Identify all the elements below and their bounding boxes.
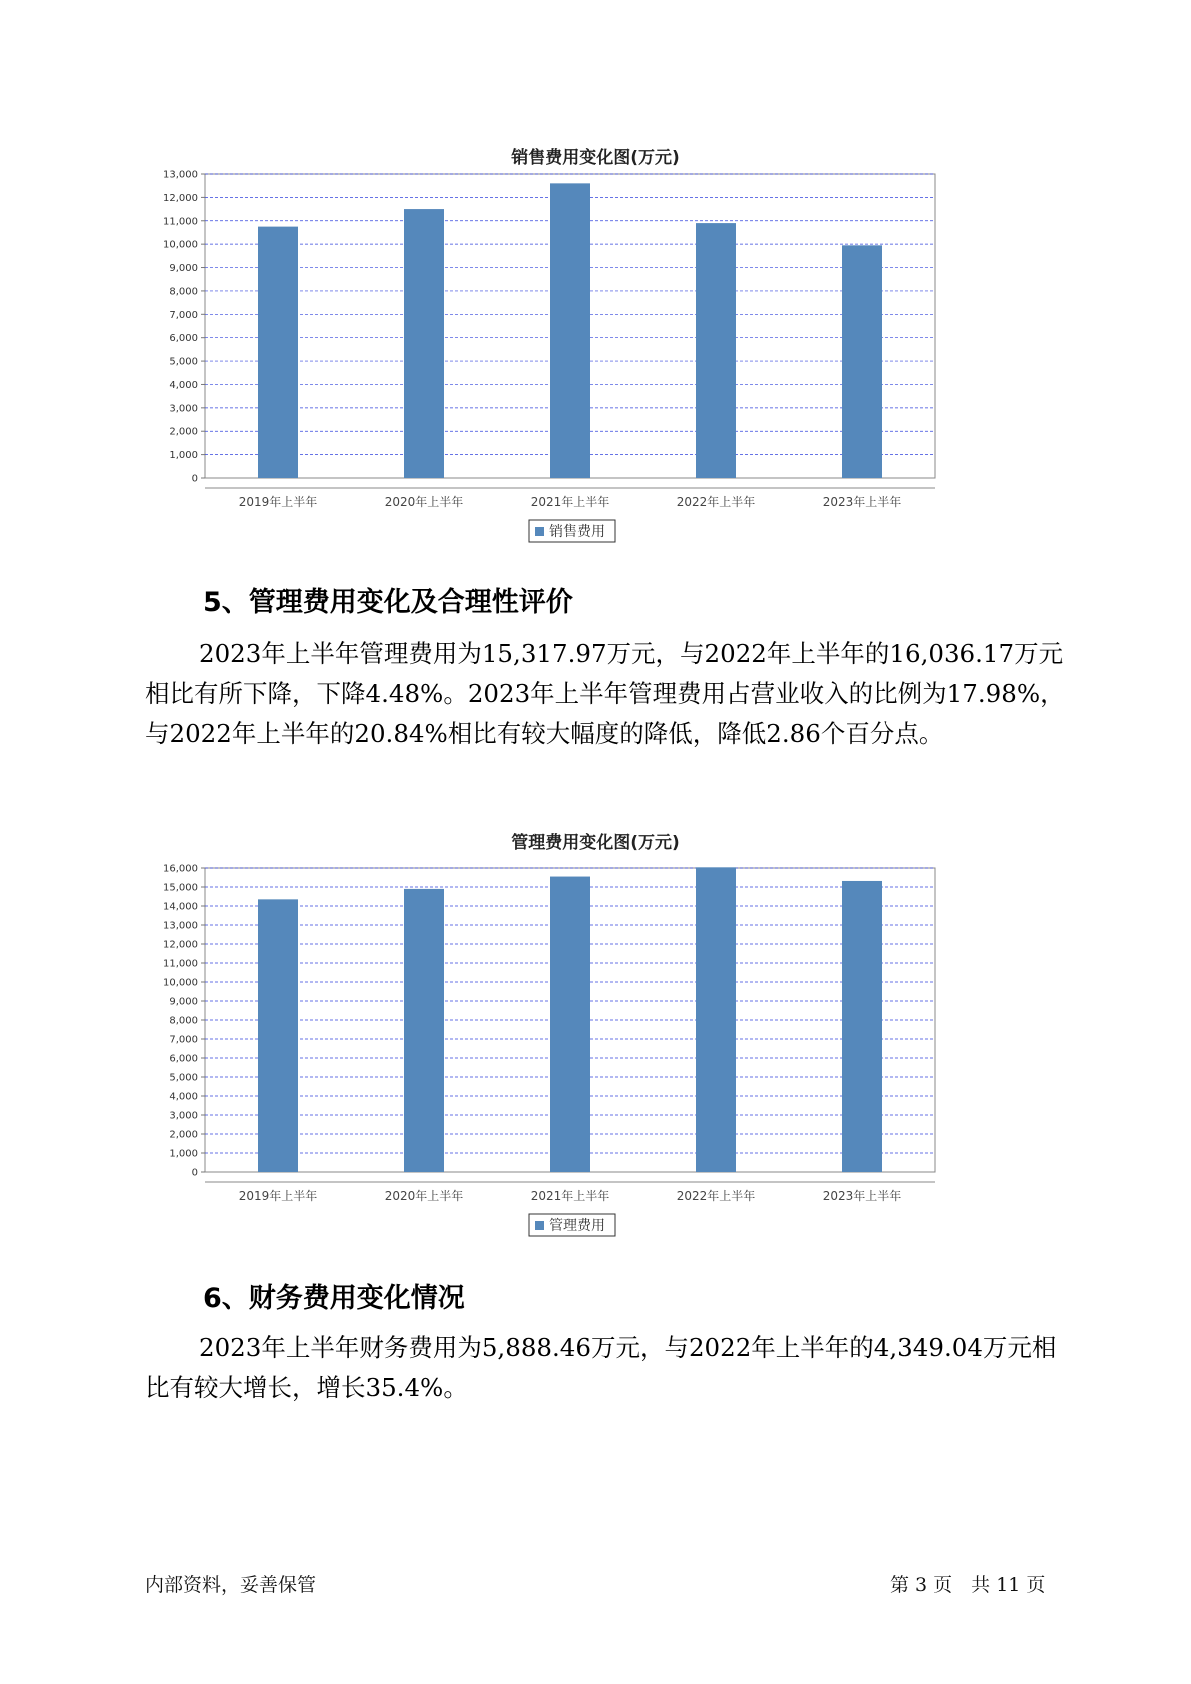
y-tick-label: 12,000 — [163, 192, 198, 204]
y-tick-label: 6,000 — [169, 1053, 198, 1065]
footer-confidential-note: 内部资料，妥善保管 — [145, 1574, 317, 1596]
x-tick-label: 2019年上半年 — [238, 1189, 318, 1203]
y-tick-label: 3,000 — [169, 1110, 198, 1122]
x-tick-label: 2023年上半年 — [822, 1189, 902, 1203]
y-tick-label: 12,000 — [163, 939, 198, 951]
bar — [404, 889, 444, 1172]
y-tick-label: 9,000 — [169, 263, 198, 275]
bar — [258, 227, 298, 478]
x-tick-label: 2020年上半年 — [384, 495, 464, 509]
y-tick-label: 8,000 — [169, 1015, 198, 1027]
y-tick-label: 7,000 — [169, 309, 198, 321]
y-tick-label: 1,000 — [169, 1148, 198, 1160]
y-tick-label: 11,000 — [163, 216, 198, 228]
y-tick-label: 8,000 — [169, 286, 198, 298]
chart-title-sales-expense: 销售费用变化图(万元) — [511, 148, 680, 168]
sales-expense-chart — [150, 160, 970, 550]
section-5-paragraph: 2023年上半年管理费用为15,317.97万元，与2022年上半年的16,036.17万元相比有所下降，下降4.48%。2023年上半年管理费用占营业收入的比例为17.98%，与2022年上半年的20.84%相比有较大幅度的降低，降低2.86个百分点。 — [145, 639, 1065, 748]
y-tick-label: 10,000 — [163, 239, 198, 251]
footer-page-number: 第 3 页 共 11 页 — [890, 1574, 1046, 1596]
x-tick-label: 2022年上半年 — [676, 1189, 756, 1203]
y-tick-label: 13,000 — [163, 920, 198, 932]
bar — [550, 877, 590, 1172]
y-tick-label: 16,000 — [163, 863, 198, 875]
y-tick-label: 0 — [191, 473, 198, 485]
y-tick-label: 3,000 — [169, 403, 198, 415]
y-tick-label: 5,000 — [169, 1072, 198, 1084]
y-tick-label: 7,000 — [169, 1034, 198, 1046]
x-tick-label: 2021年上半年 — [530, 1189, 610, 1203]
y-tick-label: 6,000 — [169, 333, 198, 345]
bar — [842, 245, 882, 478]
x-tick-label: 2023年上半年 — [822, 495, 902, 509]
y-tick-label: 2,000 — [169, 426, 198, 438]
y-tick-label: 4,000 — [169, 1091, 198, 1103]
legend-label: 销售费用 — [549, 524, 605, 540]
x-tick-label: 2022年上半年 — [676, 495, 756, 509]
x-tick-label: 2020年上半年 — [384, 1189, 464, 1203]
legend-swatch — [535, 1221, 544, 1230]
y-tick-label: 14,000 — [163, 901, 198, 913]
y-tick-label: 5,000 — [169, 356, 198, 368]
bar — [404, 209, 444, 478]
section-6-paragraph: 2023年上半年财务费用为5,888.46万元，与2022年上半年的4,349.04万元相比有较大增长，增长35.4%。 — [145, 1333, 1057, 1402]
x-tick-label: 2021年上半年 — [530, 495, 610, 509]
bar — [258, 899, 298, 1172]
section-6-heading: 6、财务费用变化情况 — [203, 1283, 465, 1314]
y-tick-label: 9,000 — [169, 996, 198, 1008]
chart-title-admin-expense: 管理费用变化图(万元) — [511, 833, 680, 853]
bar — [550, 183, 590, 478]
y-tick-label: 13,000 — [163, 169, 198, 181]
y-tick-label: 4,000 — [169, 379, 198, 391]
y-tick-label: 15,000 — [163, 882, 198, 894]
y-tick-label: 11,000 — [163, 958, 198, 970]
y-tick-label: 0 — [191, 1167, 198, 1179]
section-5-heading: 5、管理费用变化及合理性评价 — [203, 587, 573, 618]
legend-label: 管理费用 — [549, 1218, 605, 1234]
bar — [842, 881, 882, 1172]
bar — [696, 223, 736, 478]
x-tick-label: 2019年上半年 — [238, 495, 318, 509]
y-tick-label: 2,000 — [169, 1129, 198, 1141]
y-tick-label: 1,000 — [169, 450, 198, 462]
bar — [696, 867, 736, 1172]
admin-expense-chart — [150, 860, 970, 1250]
y-tick-label: 10,000 — [163, 977, 198, 989]
legend-swatch — [535, 527, 544, 536]
